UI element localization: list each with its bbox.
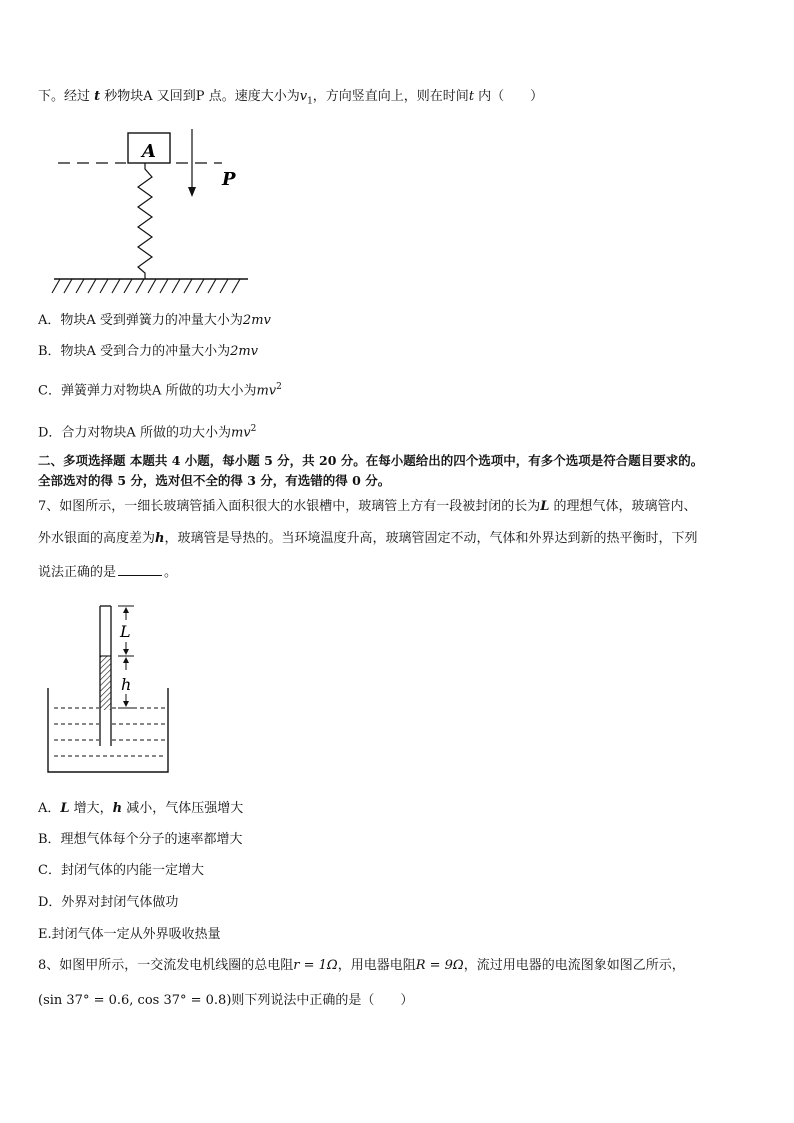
q6-var-v-sub: 1 — [307, 96, 313, 107]
q7-option-c[interactable]: C．封闭气体的内能一定增大 — [38, 863, 204, 878]
q7-text: 7、如图所示，一细长玻璃管插入面积很大的水银槽中，玻璃管上方有一段被封闭的长为 — [38, 499, 541, 514]
q7-text: 说法正确的是 — [38, 565, 117, 580]
q8-stem-line2 — [38, 992, 413, 1010]
section2-header-line2: 全部选对的得 5 分，选对但不全的得 3 分，有选错的得 0 分。 — [38, 473, 391, 488]
option-text: 减小，气体压强增大 — [122, 801, 244, 816]
option-math: 2mv — [230, 344, 259, 359]
q7-option-a[interactable] — [38, 800, 243, 818]
q8-math-trig: (sin 37° = 0.6, cos 37° = 0.8) — [38, 993, 232, 1008]
q6-option-c[interactable] — [38, 378, 282, 400]
point-p-label: P — [222, 169, 236, 190]
q6-stem-text: 内（ ） — [474, 89, 544, 104]
q6-option-b[interactable] — [38, 343, 258, 361]
q6-var-t2: t — [468, 89, 475, 104]
option-math-sup: 2 — [276, 382, 282, 392]
option-text: 增大， — [69, 801, 113, 816]
answer-blank[interactable] — [118, 563, 162, 576]
q6-stem-text: ，方向竖直向上，则在时间 — [312, 89, 469, 104]
mercury-column — [100, 656, 111, 710]
q7-option-b[interactable]: B．理想气体每个分子的速率都增大 — [38, 832, 243, 847]
option-math: mv — [256, 383, 277, 399]
q7-stem-line3 — [38, 563, 177, 582]
tube-label-h: h — [121, 675, 132, 694]
tube-label-l: L — [120, 622, 131, 641]
q6-stem-text: 秒物块A 又回到P 点。速度大小为 — [100, 89, 300, 104]
option-math: mv — [230, 425, 251, 441]
arrow-head — [188, 187, 196, 197]
q8-math-big-r: R = 9Ω — [415, 958, 464, 973]
q8-math-r: r = 1Ω — [293, 958, 338, 973]
q7-var-h: h — [155, 531, 165, 546]
section2-header-line1: 二、多项选择题 本题共 4 小题，每小题 5 分，共 20 分。在每小题给出的四个选项中，有多个选项是符合题目要求的。 — [38, 453, 704, 468]
q7-var-l: L — [540, 499, 550, 514]
option-math: 2mv — [242, 313, 271, 328]
q6-option-a[interactable] — [38, 312, 271, 330]
q7-stem-line2 — [38, 530, 697, 548]
q7-text: ，玻璃管是导热的。当环境温度升高，玻璃管固定不动，气体和外界达到新的热平衡时，下列 — [164, 531, 698, 546]
q7-text: 。 — [164, 565, 178, 580]
q7-text: 外水银面的高度差为 — [38, 531, 156, 546]
option-text: A． — [38, 801, 61, 816]
q6-stem — [38, 88, 543, 111]
q6-stem-text: 下。经过 — [38, 89, 95, 104]
q8-text: 8、如图甲所示，一交流发电机线圈的总电阻 — [38, 958, 294, 973]
option-text: A．物块A 受到弹簧力的冲量大小为 — [38, 313, 243, 328]
q8-text: ，用电器电阻 — [337, 958, 416, 973]
q8-text: ，流过用电器的电流图象如图乙所示， — [463, 958, 685, 973]
q6-var-t: t — [94, 89, 101, 104]
option-text: C．弹簧弹力对物块A 所做的功大小为 — [38, 383, 257, 399]
q8-text: 则下列说法中正确的是（ ） — [231, 993, 414, 1008]
option-text: B．物块A 受到合力的冲量大小为 — [38, 344, 231, 359]
q6-var-v: v — [299, 89, 308, 104]
glass-tube-figure — [44, 600, 184, 778]
option-text: D．合力对物块A 所做的功大小为 — [38, 425, 231, 441]
spring-block-figure — [50, 125, 260, 297]
q6-option-d[interactable] — [38, 420, 256, 442]
q7-option-e[interactable]: E.封闭气体一定从外界吸收热量 — [38, 927, 221, 942]
mercury-surface-lines — [54, 708, 166, 756]
ground-hatching — [52, 279, 240, 293]
q8-stem-line1 — [38, 957, 685, 975]
block-a-label: A — [142, 141, 156, 162]
q7-var-l: L — [60, 801, 70, 816]
spring — [138, 163, 152, 279]
q7-stem-line1 — [38, 498, 697, 516]
q7-text: 的理想气体，玻璃管内、 — [549, 499, 697, 514]
q7-option-d[interactable]: D．外界对封闭气体做功 — [38, 895, 179, 910]
option-math-sup: 2 — [250, 424, 257, 434]
q7-var-h: h — [112, 801, 123, 816]
